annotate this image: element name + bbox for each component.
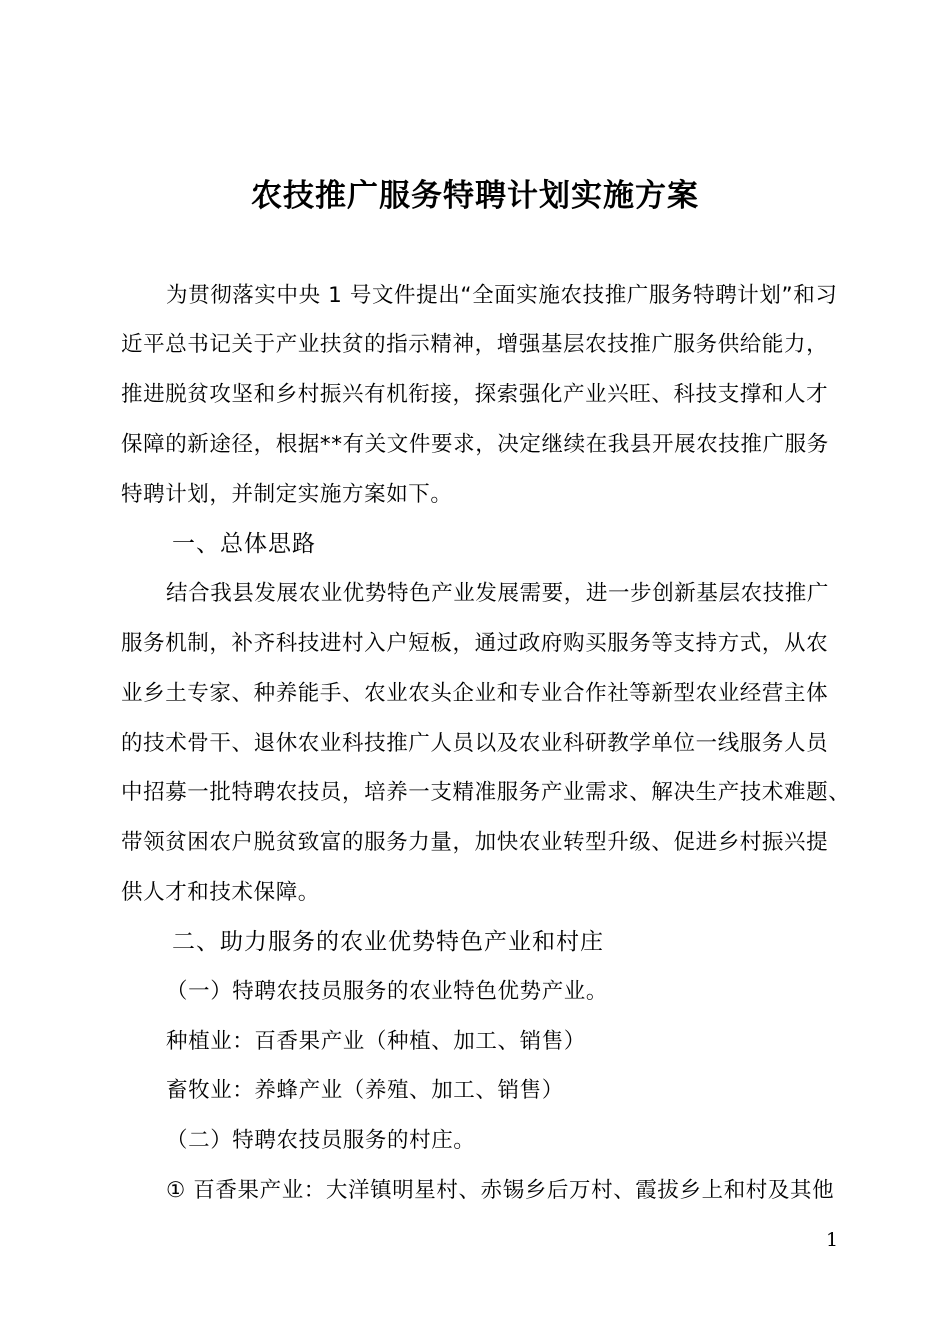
page-number: 1: [826, 1229, 839, 1251]
section1-line-1: 结合我县发展农业优势特色产业发展需要，进一步创新基层农技推广: [166, 581, 830, 606]
section2-village-line: ① 百香果产业：大洋镇明星村、赤锡乡后万村、霞拔乡上和村及其他: [166, 1178, 835, 1203]
section2-heading: 二、助力服务的农业优势特色产业和村庄: [172, 929, 604, 955]
intro-line-5: 特聘计划，并制定实施方案如下。: [121, 482, 453, 507]
intro-line-4: 保障的新途径，根据**有关文件要求，决定继续在我县开展农技推广服务: [121, 432, 829, 457]
section1-line-6: 带领贫困农户脱贫致富的服务力量，加快农业转型升级、促进乡村振兴提: [121, 830, 829, 855]
section2-sub2: （二）特聘农技员服务的村庄。: [166, 1128, 476, 1153]
section1-line-5: 中招募一批特聘农技员，培养一支精准服务产业需求、解决生产技术难题、: [121, 780, 851, 805]
section1-line-3: 业乡土专家、种养能手、农业农头企业和专业合作社等新型农业经营主体: [121, 681, 829, 706]
section1-line-2: 服务机制，补齐科技进村入户短板，通过政府购买服务等支持方式，从农: [121, 631, 829, 656]
section1-line-4: 的技术骨干、退休农业科技推广人员以及农业科研教学单位一线服务人员: [121, 731, 829, 756]
section2-planting: 种植业：百香果产业（种植、加工、销售）: [166, 1029, 586, 1054]
section2-sub1: （一）特聘农技员服务的农业特色优势产业。: [166, 979, 609, 1004]
intro-line-3: 推进脱贫攻坚和乡村振兴有机衔接，探索强化产业兴旺、科技支撑和人才: [121, 382, 829, 407]
document-title: 农技推广服务特聘计划实施方案: [251, 178, 699, 214]
section1-line-7: 供人才和技术保障。: [121, 880, 320, 905]
intro-line-2: 近平总书记关于产业扶贫的指示精神，增强基层农技推广服务供给能力，: [121, 332, 829, 357]
section1-heading: 一、总体思路: [172, 531, 316, 557]
section2-livestock: 畜牧业：养蜂产业（养殖、加工、销售）: [166, 1078, 564, 1103]
intro-line-1: 为贯彻落实中央 1 号文件提出“全面实施农技推广服务特聘计划”和习: [166, 283, 838, 308]
